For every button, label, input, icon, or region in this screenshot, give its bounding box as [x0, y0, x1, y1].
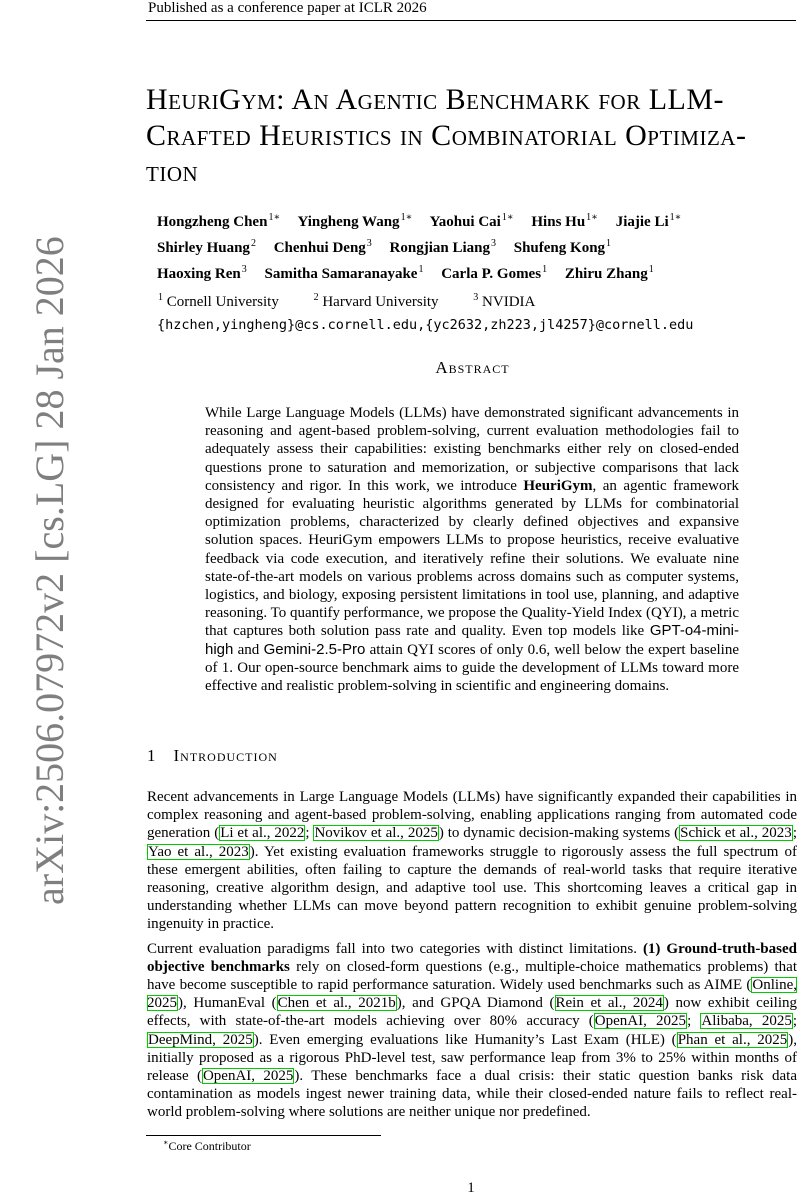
author-row — [157, 259, 695, 285]
author: Chenhui Deng$^3$ — [273, 238, 372, 256]
author: Carla P. Gomes$^1$ — [441, 264, 548, 282]
abstract-heading: Abstract — [435, 358, 510, 377]
citation-link[interactable]: Alibaba, 2025 — [701, 1013, 792, 1030]
abstract-paragraph: While Large Language Models (LLMs) have demonstrated significant advancements in reasoning and agent-based problem-solving, current evaluation methodologies fail to adequately assess their capabilities: existing benchmarks either rely on closed-ended questions prone to saturation and memorization, or subjective comparisons that lack consistency and rigor. In this work, we introduce HeuriGym, an agentic framework designed for evaluating heuristic algorithms generated by LLMs for combinatorial optimization problems, characterized by clearly defined objectives and expansive solution spaces. HeuriGym empowers LLMs to propose heuristics, receive evaluative feedback via code execution, and iteratively refine their solutions. We evaluate nine state-of-the-art models on various problems across domains such as computer systems, logistics, and biology, exposing persistent limitations in tool use, planning, and adaptive reasoning. To quantify performance, we propose the Quality-Yield Index (QYI), a metric that captures both solution pass rate and quality. Even top models like GPT-o4-mini-high and Gemini-2.5-Pro attain QYI scores of only 0.6, well below the expert baseline of 1. Our open-source benchmark aims to guide the development of LLMs toward more effective and realistic problem-solving in scientific and engineering domains. — [205, 405, 739, 695]
footnote-rule — [146, 1135, 381, 1136]
title-line: tion — [146, 155, 199, 188]
author: Samitha Samaranayake$^1$ — [264, 264, 424, 282]
citation-link[interactable]: Novikov et al., 2025 — [314, 825, 438, 842]
author: Haoxing Ren$^3$ — [157, 264, 247, 282]
citation-link[interactable]: Li et al., 2022 — [220, 825, 305, 842]
title-line: Crafted Heuristics in Combinatorial Optimiza- — [146, 119, 747, 152]
author: Shirley Huang$^2$ — [157, 238, 256, 256]
author: Rongjian Liang$^3$ — [389, 238, 496, 256]
arxiv-identifier: arXiv:2506.07972v2 [cs.LG] 28 Jan 2026 — [27, 236, 72, 905]
author: Zhiru Zhang$^1$ — [564, 264, 654, 282]
affiliation: $^3$ NVIDIA — [473, 292, 536, 310]
intro-body — [147, 788, 797, 1128]
author: Yaohui Cai$^{1∗}$ — [429, 212, 514, 230]
section-number: 1 — [147, 746, 156, 765]
author: Hongzheng Chen$^{1∗}$ — [157, 212, 281, 230]
citation-link[interactable]: Phan et al., 2025 — [677, 1031, 788, 1048]
citation-link[interactable]: Schick et al., 2023 — [680, 825, 792, 842]
affiliation: $^1$ Cornell University — [158, 292, 279, 310]
author-row — [157, 233, 695, 259]
author-emails: {hzchen,yingheng}@cs.cornell.edu,{yc2632,zh223,jl4257}@cornell.edu — [157, 317, 694, 333]
citation-link[interactable]: Chen et al., 2021b — [277, 995, 396, 1012]
citation-link[interactable]: OpenAI, 2025 — [594, 1013, 687, 1030]
citation-link[interactable]: OpenAI, 2025 — [202, 1068, 294, 1085]
intro-paragraph: Current evaluation paradigms fall into two categories with distinct limitations. (1) Ground-truth-based objective benchmarks rely on closed-form questions (e.g., multiple-choice mathematics problems) that have become susceptible to rapid performance saturation. Widely used benchmarks such as AIME (Online, 2025), HumanEval (Chen et al., 2021b), and GPQA Diamond (Rein et al., 2024) now exhibit ceiling effects, with state-of-the-art models achieving over 80% accuracy (OpenAI, 2025; Alibaba, 2025; DeepMind, 2025). Even emerging evaluations like Humanity’s Last Exam (HLE) (Phan et al., 2025), initially proposed as a rigorous PhD-level test, saw performance leap from 3% to 25% within months of release (OpenAI, 2025). These benchmarks face a dual crisis: their static question banks risk data contamination as models ingest newer training data, while their closed-ended nature fails to reflect real-world problem-solving where solutions are neither unique nor predefined. — [147, 940, 798, 1121]
author: Shufeng Kong$^1$ — [513, 238, 612, 256]
page-number: 1 — [467, 1180, 475, 1196]
citation-link[interactable]: Rein et al., 2024 — [555, 995, 663, 1012]
citation-link[interactable]: Yao et al., 2023 — [148, 843, 249, 860]
affiliations — [157, 287, 695, 313]
author-row — [157, 207, 695, 233]
header-rule — [146, 20, 796, 21]
author: Jiajie $Li^{1∗}$ — [615, 212, 682, 230]
running-header: Published as a conference paper at ICLR 2026 — [148, 0, 427, 16]
intro-paragraph: Recent advancements in Large Language Models (LLMs) have significantly expanded their capabilities in complex reasoning and agent-based problem-solving, enabling applications ranging from automated code generation (Li et al., 2022; Novikov et al., 2025) to dynamic decision-making systems (Schick et al., 2023; Yao et al., 2023). Yet existing evaluation frameworks struggle to rigorously assess the full spectrum of these emergent abilities, often failing to capture the demands of real-world tasks that require iterative reasoning, creative algorithm design, and adaptive tool use. This shortcoming leaves a critical gap in understanding whether LLMs can move beyond pattern recognition to exhibit genuine problem-solving ingenuity in practice. — [147, 789, 797, 933]
author: Hins $Hu^{1∗}$ — [531, 212, 598, 230]
section-heading — [147, 746, 278, 766]
author: Yingheng Wang$^{1∗}$ — [297, 212, 413, 230]
section-title: Introduction — [173, 746, 278, 765]
abstract-body — [205, 404, 739, 695]
citation-link[interactable]: Online, 2025 — [147, 977, 797, 1012]
citation-link[interactable]: DeepMind, 2025 — [148, 1031, 253, 1048]
author-block — [157, 207, 695, 336]
paper-title — [146, 82, 802, 190]
title-line: HeuriGym: An Agentic Benchmark for LLM- — [146, 83, 725, 116]
footnote: ∗Core Contributor — [163, 1138, 251, 1153]
affiliation: $^2$ Harvard University — [313, 292, 439, 310]
